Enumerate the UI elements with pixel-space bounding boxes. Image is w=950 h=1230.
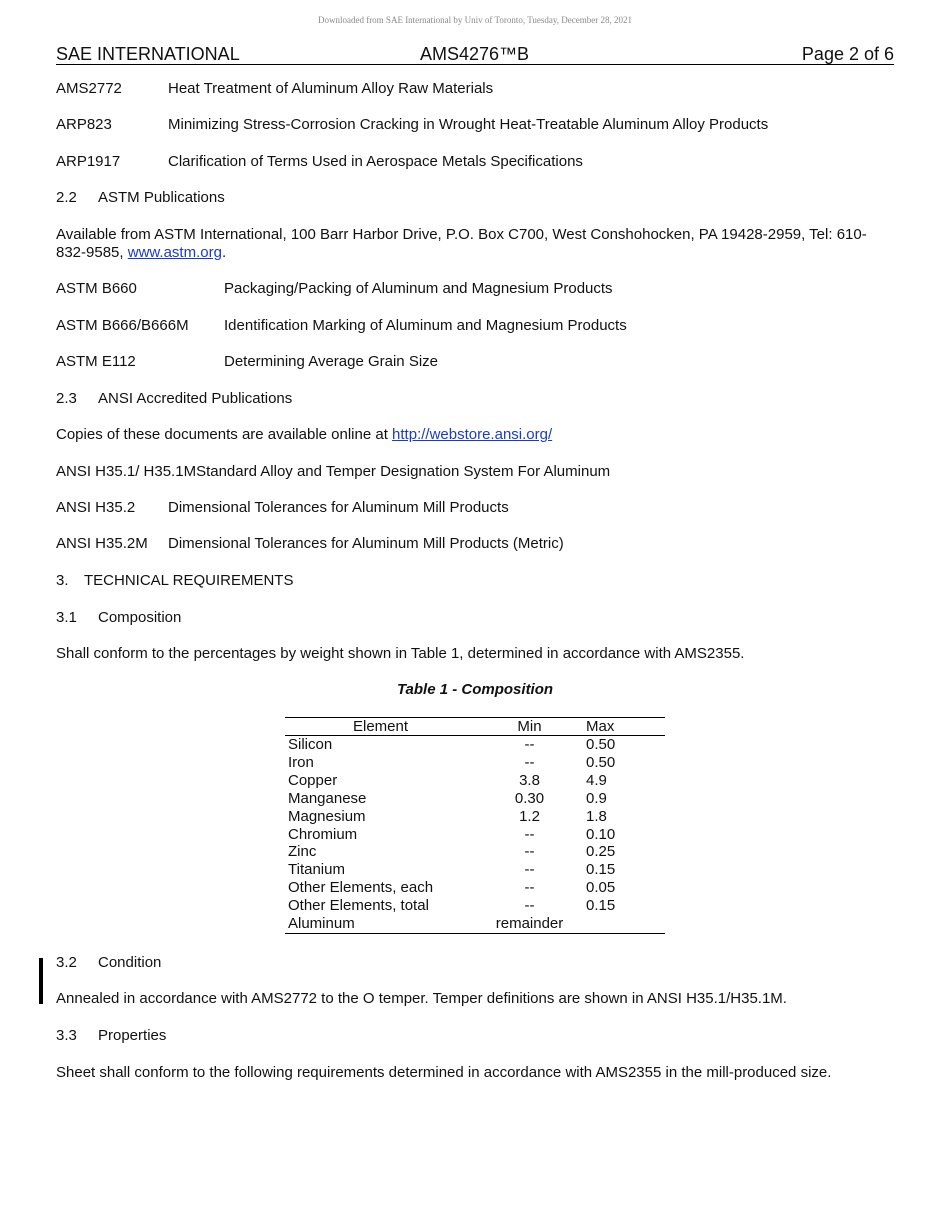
cell-min: remainder — [495, 915, 564, 933]
reference-title: Dimensional Tolerances for Aluminum Mill Products (Metric) — [168, 535, 564, 552]
reference-title: Minimizing Stress-Corrosion Cracking in Wrought Heat-Treatable Aluminum Alloy Products — [168, 116, 769, 133]
table-row — [285, 915, 665, 933]
cell-element: Zinc — [288, 843, 317, 861]
reference-title: Standard Alloy and Temper Designation System For Aluminum — [196, 463, 611, 480]
column-header-element: Element — [285, 718, 476, 736]
cell-min: 3.8 — [519, 771, 540, 789]
page-header — [56, 44, 894, 65]
section-title: TECHNICAL REQUIREMENTS — [84, 572, 294, 589]
section-number: 3. — [56, 572, 69, 589]
properties-paragraph: Sheet shall conform to the following requirements determined in accordance with AMS2355 in the mill-produced size. — [56, 1064, 832, 1081]
astm-availability-paragraph — [56, 226, 896, 262]
table-row — [285, 861, 665, 879]
cell-element: Copper — [288, 771, 338, 789]
reference-code: ANSI H35.2M — [56, 535, 148, 552]
cell-min: -- — [524, 736, 535, 753]
section-heading-3-2 — [56, 954, 896, 972]
cell-element: Manganese — [288, 789, 367, 807]
cell-element: Silicon — [288, 736, 333, 753]
section-number: 2.2 — [56, 189, 77, 206]
cell-max: 0.10 — [586, 825, 616, 843]
cell-min: -- — [524, 843, 535, 861]
column-header-max: Max — [583, 718, 665, 736]
section-heading-2-3 — [56, 390, 896, 408]
table-row — [285, 879, 665, 897]
cell-element: Chromium — [288, 825, 358, 843]
reference-code: ANSI H35.2 — [56, 499, 136, 516]
section-title: Condition — [98, 954, 162, 971]
astm-website-link[interactable]: www.astm.org — [127, 244, 222, 261]
header-page-number: Page 2 of 6 — [801, 44, 894, 64]
table-row — [285, 897, 665, 915]
cell-max: 0.50 — [586, 736, 616, 753]
reference-row — [56, 317, 896, 335]
cell-max: 0.9 — [586, 789, 607, 807]
reference-title: Heat Treatment of Aluminum Alloy Raw Materials — [168, 80, 494, 97]
reference-title: Clarification of Terms Used in Aerospace Metals Specifications — [168, 153, 583, 170]
cell-min: -- — [524, 825, 535, 843]
composition-paragraph: Shall conform to the percentages by weight shown in Table 1, determined in accordance with AMS2355. — [56, 645, 745, 662]
cell-element: Iron — [288, 753, 314, 771]
reference-row — [56, 535, 896, 553]
table-caption: Table 1 - Composition — [396, 681, 554, 698]
cell-element: Titanium — [288, 861, 345, 879]
section-number: 3.2 — [56, 954, 77, 971]
cell-max: 1.8 — [586, 807, 607, 825]
table-row — [285, 826, 665, 844]
section-title: Properties — [98, 1027, 167, 1044]
section-number: 3.3 — [56, 1027, 77, 1044]
reference-title: Packaging/Packing of Aluminum and Magnesium Products — [224, 280, 613, 297]
section-title: ASTM Publications — [98, 189, 225, 206]
cell-min: 0.30 — [514, 789, 545, 807]
reference-row — [56, 80, 896, 98]
section-heading-3-1 — [56, 609, 896, 627]
cell-element: Other Elements, each — [288, 879, 434, 897]
cell-element: Magnesium — [288, 807, 366, 825]
reference-row — [56, 353, 896, 371]
cell-max: 0.05 — [586, 879, 616, 897]
reference-code: ANSI H35.1/ H35.1M — [56, 463, 197, 480]
cell-min: 1.2 — [519, 807, 540, 825]
table-row — [285, 808, 665, 826]
table-row — [285, 772, 665, 790]
reference-code: ASTM B666/B666M — [56, 317, 189, 334]
cell-element: Other Elements, total — [288, 897, 429, 915]
section-heading-2-2 — [56, 189, 896, 207]
cell-min: -- — [524, 897, 535, 915]
section-number: 2.3 — [56, 390, 77, 407]
reference-code: ARP1917 — [56, 153, 121, 170]
ansi-webstore-link[interactable]: http://webstore.ansi.org/ — [392, 426, 553, 443]
reference-row — [56, 463, 896, 481]
section-heading-3 — [56, 572, 896, 590]
reference-title: Identification Marking of Aluminum and Magnesium Products — [224, 317, 627, 334]
ansi-availability-text: Copies of these documents are available online at — [56, 426, 393, 443]
reference-code: ASTM E112 — [56, 353, 136, 370]
column-header-min: Min — [476, 718, 583, 736]
cell-max: 0.15 — [586, 897, 616, 915]
section-number: 3.1 — [56, 609, 77, 626]
reference-code: ASTM B660 — [56, 280, 137, 297]
reference-code: AMS2772 — [56, 80, 122, 97]
table-row — [285, 790, 665, 808]
cell-max: 0.50 — [586, 753, 616, 771]
reference-row — [56, 153, 896, 171]
cell-min: -- — [524, 861, 535, 879]
cell-max: 4.9 — [586, 771, 607, 789]
cell-min: -- — [524, 879, 535, 897]
table-row — [285, 754, 665, 772]
section-title: ANSI Accredited Publications — [98, 390, 293, 407]
cell-max: 0.15 — [586, 861, 616, 879]
cell-max: 0.25 — [586, 843, 616, 861]
section-title: Composition — [98, 609, 182, 626]
download-notice: Downloaded from SAE International by Univ of Toronto, Tuesday, December 28, 2021 — [317, 15, 633, 25]
header-doc-number: AMS4276™B — [420, 44, 530, 64]
revision-change-bar — [39, 958, 43, 1004]
table-header-row — [285, 718, 665, 736]
table-row — [285, 843, 665, 861]
astm-availability-tail: . — [221, 244, 227, 261]
table-row — [285, 736, 665, 754]
reference-row — [56, 499, 896, 517]
reference-title: Determining Average Grain Size — [224, 353, 438, 370]
section-heading-3-3 — [56, 1027, 896, 1045]
reference-code: ARP823 — [56, 116, 112, 133]
composition-table — [285, 717, 665, 934]
ansi-availability-paragraph — [56, 426, 896, 444]
reference-row — [56, 116, 896, 134]
cell-max — [583, 915, 665, 933]
cell-min: -- — [524, 753, 535, 771]
reference-title: Dimensional Tolerances for Aluminum Mill Products — [168, 499, 509, 516]
cell-element: Aluminum — [288, 915, 355, 933]
condition-paragraph: Annealed in accordance with AMS2772 to the O temper. Temper definitions are shown in ANSI H35.1/H35.1M. — [56, 990, 787, 1007]
header-org: SAE INTERNATIONAL — [56, 44, 240, 64]
reference-row — [56, 280, 896, 298]
astm-availability-text: Available from ASTM International, 100 Barr Harbor Drive, P.O. Box C700, West Conshohocken, PA 19428-2959, Tel: 610-832-9585, — [56, 226, 867, 261]
